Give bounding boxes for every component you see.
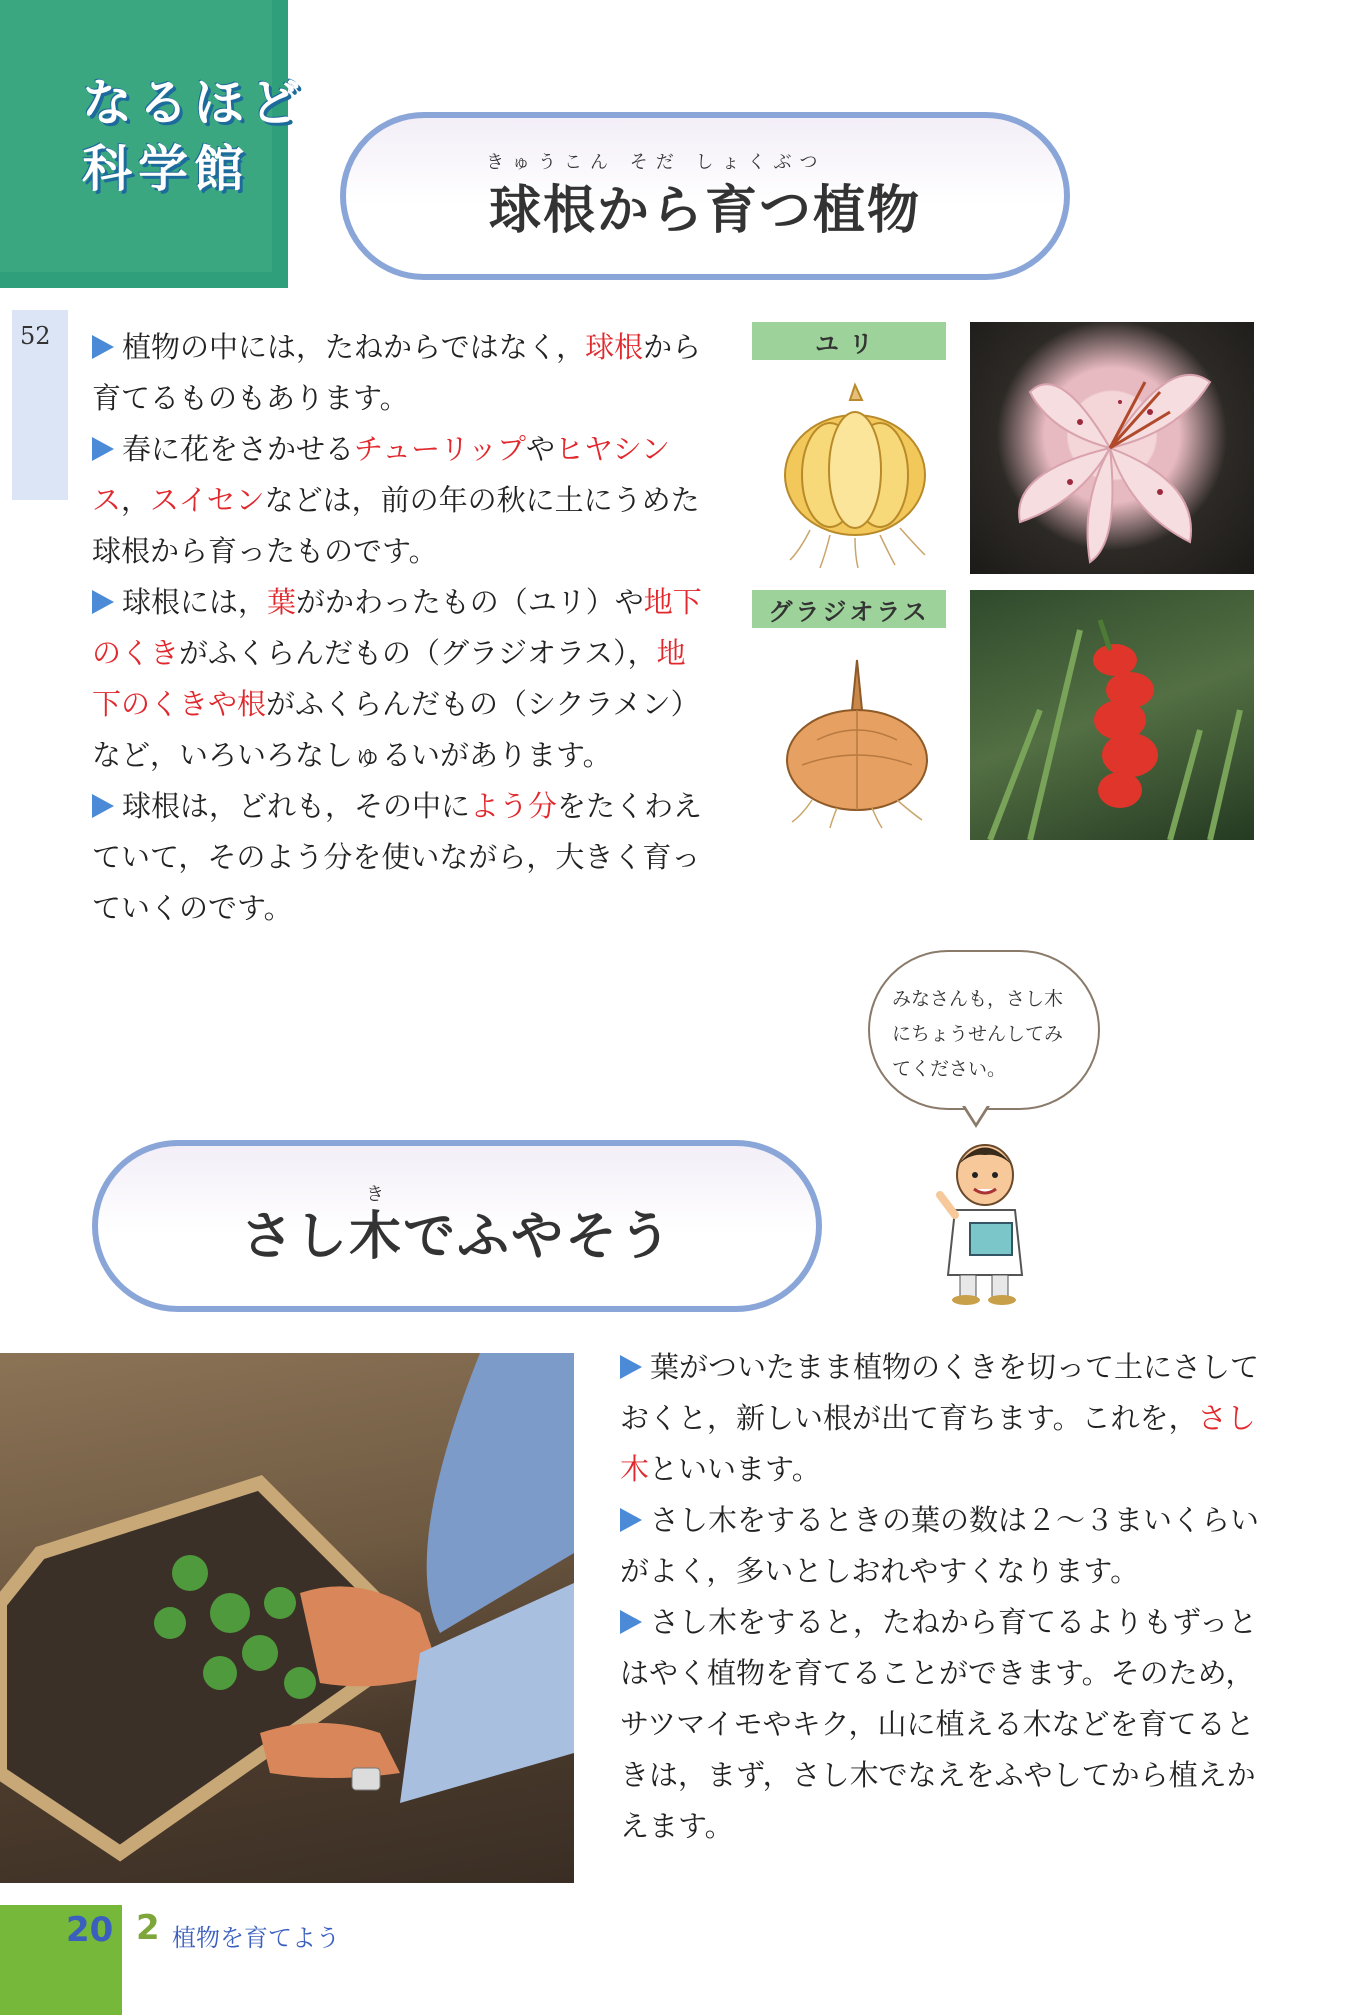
gladiolus-label: グラジオラス [752,590,946,628]
section2-paragraph-1: 葉がついたまま植物のくきを切って土にさしておくと，新しい根が出て育ちます。これを，さし木といいます。 [620,1350,1260,1486]
lily-flower-shape [970,322,1254,574]
section2-title: さし木でふやそう [240,1206,673,1267]
corner-title [82,70,306,202]
section1-paragraph-2: 春に花をさかせるチューリップやヒヤシンス，スイセンなどは，前の年の秋に土にうめた球根から育ったものです。 [92,432,700,568]
lily-label: ユリ [752,322,946,360]
gladiolus-flower-shape [970,590,1254,840]
bullet-triangle-icon [92,794,114,818]
gladiolus-bulb-illustration [772,650,942,830]
cutting-planting-scene [0,1353,574,1883]
scientist-illustration [930,1135,1040,1305]
section2-paragraph-3: さし木をすると，たねから育てるよりもずっとはやく植物を育てることができます。そのため，サツマイモやキク，山に植える木などを育てるときは，まず，さし木でなえをふやしてから植えかえます。 [620,1605,1258,1843]
speech-bubble-tail-fill [964,1104,988,1123]
section2-title-pill [92,1140,822,1312]
chapter-title: 植物を育てよう [172,1924,340,1952]
section1-paragraph-1: 植物の中には，たねからではなく，球根から育てるものもあります。 [92,330,702,415]
section1-title-ruby: きゅうこん そだ しょくぶつ [486,152,826,173]
section1-title-pill [340,112,1070,280]
bubble-line-3: てください。 [892,1058,1007,1080]
section1-paragraph-3: 球根には，葉がかわったもの（ユリ）や地下のくきがふくらんだもの（グラジオラス），地下のくきや根がふくらんだもの（シクラメン）など，いろいろなしゅるいがあります。 [92,585,702,772]
section2-title-ruby: き [366,1184,392,1205]
section2-paragraph-2: さし木をするときの葉の数は２～３まいくらいがよく，多いとしおれやすくなります。 [620,1503,1260,1588]
cutting-planting-photo [0,1353,574,1883]
bullet-triangle-icon [620,1508,642,1532]
chapter-number: 2 [136,1908,160,1948]
page-number: 20 [66,1910,114,1950]
corner-title-line1: なるほど [82,74,306,132]
side-stamp [12,310,68,500]
gladiolus-photo [970,590,1254,840]
lily-bulb-illustration [770,380,940,570]
bullet-triangle-icon [620,1610,642,1634]
section1-text [92,322,712,934]
bubble-line-1: みなさんも，さし木 [892,988,1064,1010]
lily-photo [970,322,1254,574]
bullet-triangle-icon [92,335,114,359]
section1-paragraph-4: 球根は，どれも，その中によう分をたくわえていて，そのよう分を使いながら，大きく育っていくのです。 [92,789,703,925]
speech-bubble [868,950,1100,1110]
bullet-triangle-icon [92,590,114,614]
corner-title-line2: 科学館 [82,140,250,198]
bullet-triangle-icon [92,437,114,461]
bubble-line-2: にちょうせんしてみ [892,1023,1064,1045]
side-note: 52 [20,322,51,350]
section2-text [620,1342,1260,1852]
section1-title: 球根から育つ植物 [488,180,921,241]
bullet-triangle-icon [620,1355,642,1379]
